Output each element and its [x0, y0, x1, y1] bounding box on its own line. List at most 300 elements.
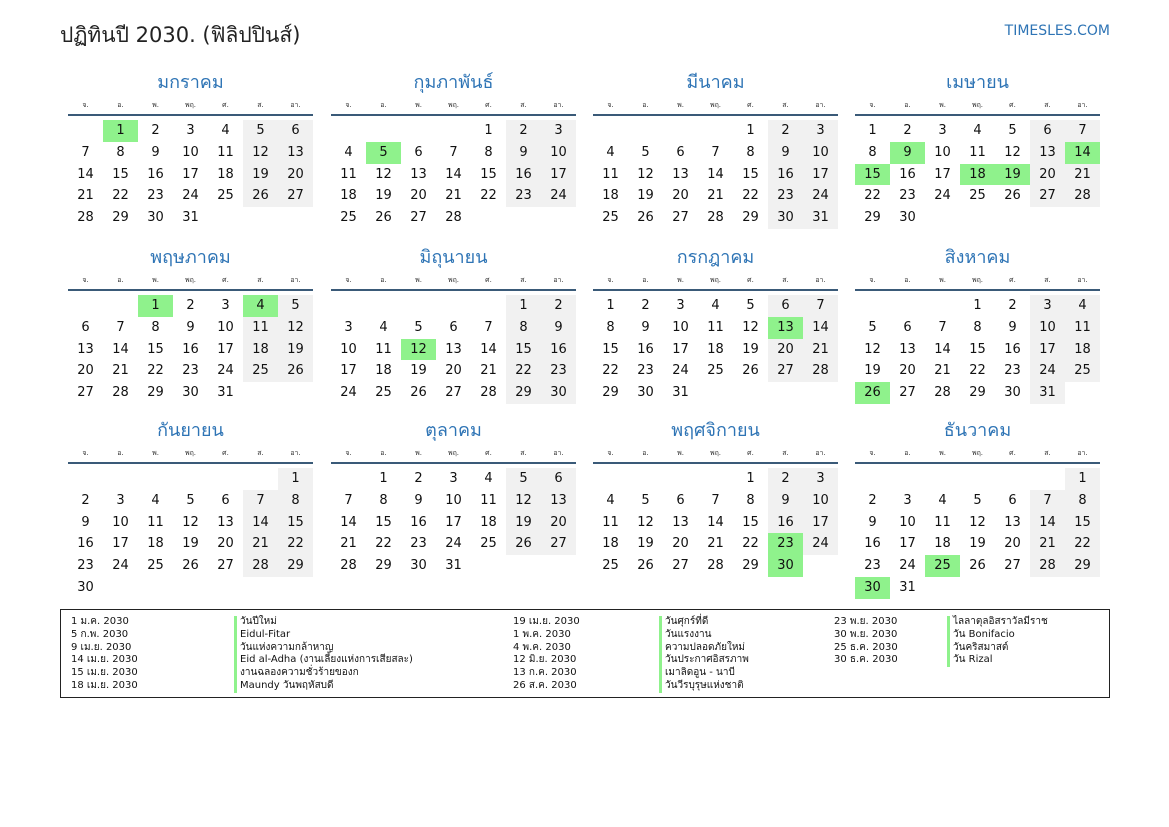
holiday-day-cell: 18 — [960, 164, 995, 186]
weekday-label: พ. — [415, 276, 422, 284]
day-cell: 13 — [278, 142, 313, 164]
weekday-label: พฤ. — [447, 449, 460, 457]
day-cell: 8 — [606, 319, 615, 335]
legend-date: 23 พ.ย. 2030 — [834, 616, 898, 627]
day-cell: 16 — [506, 164, 541, 186]
weekday-label: ส. — [257, 101, 264, 109]
month-name: กุมภาพันธ์ — [413, 72, 494, 93]
weekday-label: พฤ. — [709, 449, 722, 457]
day-cell: 15 — [375, 514, 392, 530]
day-cell: 26 — [410, 385, 427, 401]
weekday-label: พ. — [939, 101, 946, 109]
day-cell: 29 — [742, 210, 759, 226]
day-cell: 20 — [672, 188, 689, 204]
day-cell: 12 — [1004, 144, 1021, 160]
legend-holiday-name: เมาลิดอูน - นาบี — [659, 667, 749, 680]
month-9 — [68, 420, 313, 599]
empty-day-cell — [1030, 468, 1065, 490]
empty-day-cell — [103, 468, 138, 490]
day-cell: 22 — [112, 188, 129, 204]
day-cell: 31 — [445, 558, 462, 574]
weekday-header — [855, 273, 1100, 291]
day-cell: 31 — [217, 385, 234, 401]
weekday-label: ศ. — [747, 276, 754, 284]
day-cell: 15 — [969, 341, 986, 357]
weekday-label: พ. — [415, 449, 422, 457]
day-cell: 8 — [379, 492, 388, 508]
day-cell: 17 — [112, 536, 129, 552]
weekday-label: อ. — [904, 276, 911, 284]
day-grid — [68, 295, 313, 404]
weekday-label: พฤ. — [971, 101, 984, 109]
day-cell: 25 — [707, 363, 724, 379]
day-cell: 3 — [344, 319, 353, 335]
weekday-header — [855, 98, 1100, 116]
day-cell: 22 — [969, 363, 986, 379]
empty-day-cell — [138, 468, 173, 490]
empty-day-cell — [628, 468, 663, 490]
weekday-label: ศ. — [222, 276, 229, 284]
day-cell: 24 — [1030, 360, 1065, 382]
holiday-day-cell: 25 — [925, 555, 960, 577]
day-cell: 15 — [1065, 512, 1100, 534]
day-cell: 28 — [707, 558, 724, 574]
day-cell: 11 — [1065, 317, 1100, 339]
empty-day-cell — [208, 468, 243, 490]
holiday-day-cell: 12 — [401, 339, 436, 361]
day-cell: 27 — [77, 385, 94, 401]
weekday-label: ศ. — [222, 449, 229, 457]
weekday-label: ศ. — [485, 101, 492, 109]
weekday-label: อ. — [642, 449, 649, 457]
day-cell: 5 — [243, 120, 278, 142]
day-cell: 2 — [506, 120, 541, 142]
weekday-label: อ. — [380, 101, 387, 109]
day-cell: 5 — [506, 468, 541, 490]
empty-day-cell — [593, 120, 628, 142]
day-cell: 28 — [340, 558, 357, 574]
day-cell: 1 — [746, 123, 755, 138]
day-cell: 23 — [1004, 363, 1021, 379]
day-cell: 27 — [217, 558, 234, 574]
day-cell: 8 — [1065, 490, 1100, 512]
day-cell: 31 — [1030, 382, 1065, 404]
weekday-label: ศ. — [747, 449, 754, 457]
weekday-label: อ. — [380, 276, 387, 284]
day-cell: 7 — [711, 144, 720, 160]
day-cell: 28 — [112, 385, 129, 401]
weekday-label: อา. — [553, 449, 564, 457]
weekday-header — [855, 446, 1100, 464]
legend-holiday-name: วันประกาศอิสรภาพ — [659, 654, 749, 667]
weekday-label: อ. — [117, 449, 124, 457]
month-12 — [855, 420, 1100, 599]
legend-holiday-name: งานฉลองความชั่วร้ายของก — [234, 667, 413, 680]
day-cell: 5 — [641, 492, 650, 508]
day-cell: 30 — [541, 382, 576, 404]
day-cell: 18 — [147, 536, 164, 552]
month-4 — [855, 72, 1100, 229]
empty-day-cell — [243, 468, 278, 490]
weekday-label: จ. — [82, 276, 89, 284]
day-cell: 4 — [1065, 295, 1100, 317]
weekday-label: ศ. — [1009, 101, 1016, 109]
day-cell: 14 — [77, 166, 94, 182]
legend-holiday-name: Eid al-Adha (งานเลี้ยงแห่งการเสียสละ) — [234, 654, 413, 667]
day-cell: 1 — [484, 123, 493, 138]
day-cell: 5 — [868, 319, 877, 335]
weekday-label: อ. — [904, 101, 911, 109]
day-cell: 18 — [934, 536, 951, 552]
weekday-label: ศ. — [747, 101, 754, 109]
month-name: มิถุนายน — [419, 247, 488, 268]
weekday-label: ส. — [257, 449, 264, 457]
day-cell: 29 — [147, 385, 164, 401]
day-cell: 13 — [77, 341, 94, 357]
month-11 — [593, 420, 838, 577]
day-cell: 20 — [672, 536, 689, 552]
day-cell: 9 — [868, 514, 877, 530]
day-cell: 2 — [186, 298, 195, 313]
day-cell: 29 — [506, 382, 541, 404]
empty-day-cell — [68, 120, 103, 142]
legend-holiday-name: วันวีรบุรุษแห่งชาติ — [659, 680, 749, 693]
day-cell: 14 — [1030, 512, 1065, 534]
legend-date: 4 พ.ค. 2030 — [513, 641, 571, 653]
day-cell: 13 — [541, 490, 576, 512]
weekday-label: ส. — [782, 101, 789, 109]
day-cell: 28 — [77, 210, 94, 226]
day-cell: 27 — [768, 360, 803, 382]
empty-day-cell — [436, 120, 471, 142]
day-cell: 30 — [899, 210, 916, 226]
day-cell: 9 — [768, 490, 803, 512]
weekday-label: อา. — [553, 101, 564, 109]
weekday-header — [68, 273, 313, 291]
day-cell: 11 — [602, 166, 619, 182]
holiday-day-cell: 30 — [768, 555, 803, 577]
day-cell: 31 — [803, 207, 838, 229]
day-cell: 6 — [768, 295, 803, 317]
day-cell: 10 — [803, 490, 838, 512]
empty-day-cell — [663, 468, 698, 490]
month-name: มกราคม — [157, 72, 224, 93]
day-cell: 11 — [934, 514, 951, 530]
day-cell: 31 — [672, 385, 689, 401]
weekday-label: ศ. — [485, 449, 492, 457]
day-cell: 12 — [278, 317, 313, 339]
legend-holiday-name: Maundy วันพฤหัสบดี — [234, 680, 413, 693]
weekday-label: จ. — [869, 276, 876, 284]
day-cell: 19 — [637, 188, 654, 204]
day-cell: 12 — [742, 319, 759, 335]
site-link[interactable]: TIMESLES.COM — [1004, 23, 1110, 39]
day-cell: 2 — [768, 468, 803, 490]
day-cell: 7 — [116, 319, 125, 335]
day-cell: 25 — [480, 536, 497, 552]
holiday-day-cell: 4 — [243, 295, 278, 317]
day-cell: 2 — [414, 471, 423, 486]
day-cell: 14 — [934, 341, 951, 357]
legend-date: 18 เม.ย. 2030 — [71, 679, 138, 691]
day-cell: 13 — [410, 166, 427, 182]
weekday-label: อา. — [1077, 101, 1088, 109]
holiday-day-cell: 23 — [768, 533, 803, 555]
day-cell: 2 — [151, 123, 160, 138]
day-cell: 30 — [410, 558, 427, 574]
day-cell: 4 — [973, 123, 982, 138]
day-cell: 15 — [147, 341, 164, 357]
day-cell: 17 — [803, 512, 838, 534]
legend-date: 15 เม.ย. 2030 — [71, 667, 138, 679]
day-cell: 31 — [182, 210, 199, 226]
month-name: พฤษภาคม — [150, 247, 231, 268]
weekday-label: อา. — [815, 449, 826, 457]
legend-names-col-1 — [234, 616, 413, 693]
weekday-label: อ. — [380, 449, 387, 457]
day-cell: 6 — [414, 144, 423, 160]
day-cell: 17 — [541, 164, 576, 186]
legend-names-col-3 — [947, 616, 1048, 667]
day-cell: 23 — [77, 558, 94, 574]
weekday-label: อ. — [117, 276, 124, 284]
month-name: ตุลาคม — [425, 420, 482, 441]
day-cell: 3 — [221, 298, 230, 313]
day-cell: 7 — [803, 295, 838, 317]
weekday-label: ส. — [1044, 101, 1051, 109]
day-cell: 21 — [77, 188, 94, 204]
day-cell: 17 — [803, 164, 838, 186]
day-cell: 19 — [410, 363, 427, 379]
day-cell: 20 — [899, 363, 916, 379]
weekday-label: พฤ. — [709, 101, 722, 109]
day-grid — [855, 120, 1100, 229]
month-name: ธันวาคม — [943, 420, 1012, 441]
day-cell: 10 — [541, 142, 576, 164]
legend-names-col-2 — [659, 616, 749, 693]
day-cell: 7 — [449, 144, 458, 160]
day-cell: 23 — [147, 188, 164, 204]
weekday-label: พฤ. — [184, 449, 197, 457]
day-cell: 11 — [217, 144, 234, 160]
weekday-label: ศ. — [485, 276, 492, 284]
day-cell: 14 — [445, 166, 462, 182]
day-cell: 12 — [243, 142, 278, 164]
day-cell: 4 — [221, 123, 230, 138]
day-cell: 25 — [969, 188, 986, 204]
day-cell: 24 — [217, 363, 234, 379]
day-cell: 17 — [445, 514, 462, 530]
day-cell: 13 — [1030, 142, 1065, 164]
day-cell: 21 — [445, 188, 462, 204]
page-title: ปฏิทินปี 2030. (ฟิลิปปินส์) — [60, 23, 301, 47]
day-cell: 6 — [278, 120, 313, 142]
day-cell: 24 — [112, 558, 129, 574]
day-cell: 18 — [243, 339, 278, 361]
holiday-day-cell: 30 — [855, 577, 890, 599]
day-grid — [331, 468, 576, 577]
day-cell: 1 — [1065, 468, 1100, 490]
day-cell: 10 — [340, 341, 357, 357]
day-cell: 19 — [742, 341, 759, 357]
day-cell: 2 — [768, 120, 803, 142]
day-cell: 3 — [1030, 295, 1065, 317]
day-cell: 21 — [112, 363, 129, 379]
day-cell: 6 — [676, 144, 685, 160]
legend-date: 1 ม.ค. 2030 — [71, 616, 129, 627]
day-cell: 22 — [375, 536, 392, 552]
day-cell: 29 — [112, 210, 129, 226]
day-cell: 15 — [602, 341, 619, 357]
day-cell: 18 — [375, 363, 392, 379]
weekday-header — [331, 273, 576, 291]
day-cell: 22 — [742, 188, 759, 204]
legend-date: 30 ธ.ค. 2030 — [834, 654, 898, 666]
day-cell: 12 — [969, 514, 986, 530]
day-cell: 26 — [278, 360, 313, 382]
day-cell: 23 — [899, 188, 916, 204]
day-cell: 10 — [217, 319, 234, 335]
weekday-header — [331, 446, 576, 464]
day-cell: 13 — [672, 166, 689, 182]
day-cell: 7 — [484, 319, 493, 335]
day-cell: 6 — [81, 319, 90, 335]
legend-date: 19 เม.ย. 2030 — [513, 616, 580, 627]
day-cell: 6 — [221, 492, 230, 508]
day-cell: 14 — [707, 514, 724, 530]
legend-date: 9 เม.ย. 2030 — [71, 641, 132, 653]
empty-day-cell — [173, 468, 208, 490]
weekday-label: ส. — [520, 101, 527, 109]
weekday-label: จ. — [345, 276, 352, 284]
day-cell: 11 — [969, 144, 986, 160]
weekday-label: พ. — [677, 101, 684, 109]
day-cell: 24 — [182, 188, 199, 204]
day-cell: 16 — [899, 166, 916, 182]
day-cell: 26 — [969, 558, 986, 574]
day-cell: 10 — [112, 514, 129, 530]
day-cell: 27 — [672, 558, 689, 574]
day-cell: 13 — [899, 341, 916, 357]
day-cell: 2 — [868, 492, 877, 508]
day-cell: 25 — [340, 210, 357, 226]
weekday-label: อา. — [1077, 449, 1088, 457]
day-cell: 23 — [864, 558, 881, 574]
day-cell: 26 — [375, 210, 392, 226]
day-cell: 16 — [77, 536, 94, 552]
day-grid — [855, 468, 1100, 599]
day-cell: 25 — [602, 210, 619, 226]
day-cell: 3 — [676, 298, 685, 313]
empty-day-cell — [366, 120, 401, 142]
day-cell: 21 — [340, 536, 357, 552]
day-cell: 4 — [484, 471, 493, 486]
day-cell: 20 — [768, 339, 803, 361]
day-cell: 20 — [217, 536, 234, 552]
day-cell: 15 — [506, 339, 541, 361]
day-cell: 6 — [1030, 120, 1065, 142]
day-cell: 21 — [934, 363, 951, 379]
day-cell: 23 — [768, 185, 803, 207]
day-cell: 25 — [217, 188, 234, 204]
day-cell: 11 — [707, 319, 724, 335]
empty-day-cell — [628, 120, 663, 142]
day-cell: 5 — [1008, 123, 1017, 138]
weekday-label: พฤ. — [971, 276, 984, 284]
day-cell: 12 — [637, 514, 654, 530]
weekday-label: พ. — [152, 449, 159, 457]
weekday-label: จ. — [345, 449, 352, 457]
weekday-label: พฤ. — [971, 449, 984, 457]
day-cell: 27 — [278, 185, 313, 207]
day-cell: 14 — [243, 512, 278, 534]
day-cell: 11 — [147, 514, 164, 530]
day-cell: 1 — [278, 468, 313, 490]
day-cell: 17 — [217, 341, 234, 357]
day-cell: 24 — [899, 558, 916, 574]
weekday-header — [68, 446, 313, 464]
day-cell: 27 — [672, 210, 689, 226]
day-cell: 18 — [707, 341, 724, 357]
weekday-label: พ. — [677, 276, 684, 284]
day-cell: 12 — [864, 341, 881, 357]
day-cell: 24 — [340, 385, 357, 401]
day-cell: 12 — [637, 166, 654, 182]
empty-day-cell — [436, 295, 471, 317]
day-cell: 4 — [606, 144, 615, 160]
day-cell: 8 — [746, 492, 755, 508]
day-cell: 1 — [746, 471, 755, 486]
empty-day-cell — [331, 295, 366, 317]
day-grid — [331, 295, 576, 404]
legend-date: 14 เม.ย. 2030 — [71, 654, 138, 666]
day-cell: 24 — [672, 363, 689, 379]
day-cell: 3 — [903, 492, 912, 508]
day-cell: 24 — [541, 185, 576, 207]
day-cell: 5 — [186, 492, 195, 508]
day-cell: 25 — [375, 385, 392, 401]
day-cell: 15 — [278, 512, 313, 534]
weekday-label: อา. — [290, 276, 301, 284]
day-cell: 26 — [742, 363, 759, 379]
empty-day-cell — [68, 295, 103, 317]
day-cell: 6 — [449, 319, 458, 335]
day-cell: 25 — [243, 360, 278, 382]
day-cell: 28 — [1030, 555, 1065, 577]
day-grid — [68, 468, 313, 599]
day-cell: 20 — [1004, 536, 1021, 552]
legend-holiday-name: วันศุกร์ที่ดี — [659, 616, 749, 629]
day-cell: 5 — [278, 295, 313, 317]
day-cell: 9 — [541, 317, 576, 339]
day-cell: 1 — [506, 295, 541, 317]
weekday-label: ส. — [520, 276, 527, 284]
day-cell: 22 — [864, 188, 881, 204]
day-cell: 22 — [147, 363, 164, 379]
month-10 — [331, 420, 576, 577]
month-name: กรกฎาคม — [676, 247, 755, 268]
day-cell: 16 — [637, 341, 654, 357]
day-cell: 3 — [186, 123, 195, 138]
weekday-label: ส. — [520, 449, 527, 457]
day-cell: 9 — [186, 319, 195, 335]
day-cell: 24 — [803, 185, 838, 207]
weekday-label: อ. — [642, 276, 649, 284]
day-cell: 7 — [1030, 490, 1065, 512]
day-cell: 19 — [864, 363, 881, 379]
day-cell: 7 — [1065, 120, 1100, 142]
day-cell: 17 — [899, 536, 916, 552]
